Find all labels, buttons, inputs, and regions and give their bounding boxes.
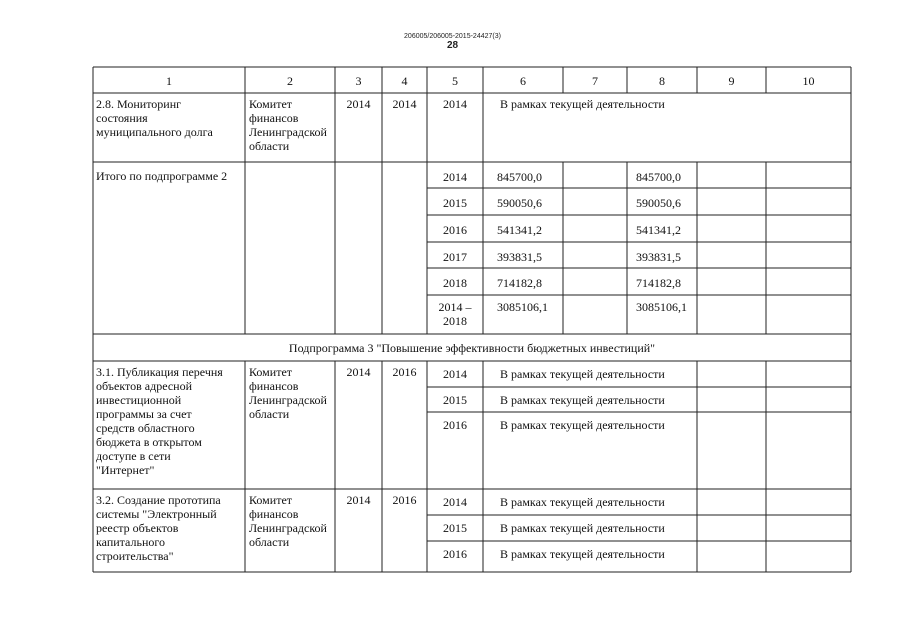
table-cells [96,74,815,563]
regional-amount: 3085106,1 [636,300,687,314]
column-header: 1 [166,74,172,88]
activity-3-1-name: доступе в сети [96,449,171,463]
year: 2015 [443,393,467,407]
page-number: 28 [446,40,459,51]
year: 2018 [443,314,467,328]
column-header: 7 [592,74,598,88]
total-amount: 590050,6 [497,196,542,210]
activity-3-2-executor: финансов [249,507,299,521]
activity-3-1-name: "Интернет" [96,463,155,477]
activity-note: В рамках текущей деятельности [500,97,665,111]
activity-3-1-executor: Ленинградской [249,393,327,407]
executor: финансов [249,111,299,125]
start-year: 2014 [346,365,371,379]
executor: Комитет [249,97,293,111]
activity-note: В рамках текущей деятельности [500,393,665,407]
year: 2015 [443,521,467,535]
activity-3-1-name: объектов адресной [96,379,192,393]
regional-amount: 393831,5 [636,250,681,264]
year: 2014 [443,97,467,111]
activity-3-1-executor: области [249,407,290,421]
total-amount: 393831,5 [497,250,542,264]
total-amount: 845700,0 [497,170,542,184]
activity-note: В рамках текущей деятельности [500,418,665,432]
year: 2014 – [438,300,472,314]
year: 2016 [443,223,467,237]
activity-name: муниципального долга [96,125,213,139]
executor: области [249,139,290,153]
activity-3-1-name: 3.1. Публикация перечня [96,365,223,379]
regional-amount: 845700,0 [636,170,681,184]
start-year: 2014 [346,97,371,111]
total-amount: 714182,8 [497,276,542,290]
activity-3-2-name: строительства" [96,549,174,563]
end-year: 2016 [392,493,417,507]
total-amount: 3085106,1 [497,300,548,314]
column-header: 9 [728,74,735,88]
end-year: 2016 [392,365,417,379]
column-header: 10 [802,74,815,88]
activity-note: В рамках текущей деятельности [500,521,665,535]
activity-3-2-name: 3.2. Создание прототипа [96,493,221,507]
year: 2017 [443,250,467,264]
activity-3-1-name: программы за счет [96,407,192,421]
activity-3-2-executor: Комитет [249,493,293,507]
activity-note: В рамках текущей деятельности [500,547,665,561]
activity-3-2-executor: Ленинградской [249,521,327,535]
year: 2016 [443,547,467,561]
executor: Ленинградской [249,125,327,139]
activity-3-1-executor: Комитет [249,365,293,379]
column-header: 8 [659,74,665,88]
document-code: 206005/206005-2015-24427(3) [404,33,501,40]
total-amount: 541341,2 [497,223,542,237]
activity-name: 2.8. Мониторинг [96,97,182,111]
regional-amount: 541341,2 [636,223,681,237]
column-header: 3 [355,74,362,88]
activity-3-1-name: средств областного [96,421,195,435]
activity-3-2-name: капитального [96,535,165,549]
year: 2018 [443,276,467,290]
activity-3-1-name: бюджета в открытом [96,435,202,449]
start-year: 2014 [346,493,371,507]
subprogram-title: Подпрограмма 3 "Повышение эффективности бюджетных инвестиций" [288,341,656,355]
column-header: 2 [287,74,293,88]
activity-note: В рамках текущей деятельности [500,367,665,381]
activity-name: состояния [96,111,148,125]
activity-note: В рамках текущей деятельности [500,495,665,509]
year: 2014 [443,170,467,184]
end-year: 2014 [392,97,417,111]
year: 2016 [443,418,467,432]
regional-amount: 714182,8 [636,276,681,290]
activity-3-2-name: системы "Электронный [96,507,217,521]
regional-amount: 590050,6 [636,196,681,210]
activity-3-2-name: реестр объектов [96,521,179,535]
column-header: 6 [520,74,526,88]
activity-3-1-name: инвестиционной [96,393,182,407]
column-header: 4 [401,74,408,88]
activity-3-2-executor: области [249,535,290,549]
year: 2014 [443,367,467,381]
subprogram-total-label: Итого по подпрограмме 2 [96,169,228,183]
year: 2014 [443,495,467,509]
column-header: 5 [452,74,458,88]
year: 2015 [443,196,467,210]
activity-3-1-executor: финансов [249,379,299,393]
